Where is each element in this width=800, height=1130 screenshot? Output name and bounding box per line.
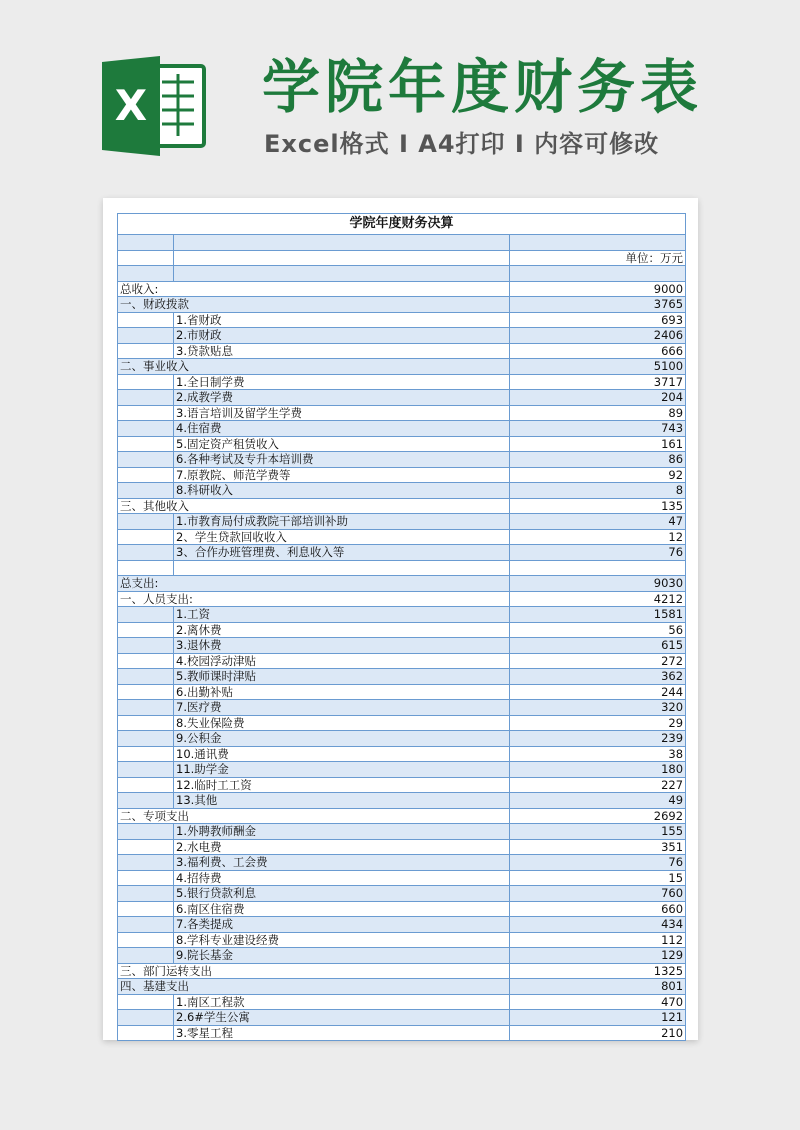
- row-item-label[interactable]: 11.助学金: [174, 762, 510, 778]
- cell[interactable]: [118, 1025, 174, 1041]
- row-value[interactable]: 135: [510, 498, 686, 514]
- row-item-label[interactable]: 8.科研收入: [174, 483, 510, 499]
- table-row: [118, 312, 686, 328]
- cell[interactable]: [118, 343, 174, 359]
- table-row: [118, 514, 686, 530]
- row-item-label[interactable]: 10.通讯费: [174, 746, 510, 762]
- table-row: [118, 901, 686, 917]
- table-row: [118, 839, 686, 855]
- cell[interactable]: [118, 886, 174, 902]
- row-value[interactable]: 227: [510, 777, 686, 793]
- table-title: 学院年度财务决算: [118, 214, 686, 235]
- table-row: [118, 777, 686, 793]
- row-value[interactable]: 204: [510, 390, 686, 406]
- row-value[interactable]: 351: [510, 839, 686, 855]
- table-row: [118, 390, 686, 406]
- row-value[interactable]: 4212: [510, 591, 686, 607]
- cell[interactable]: [118, 762, 174, 778]
- cell[interactable]: [118, 1010, 174, 1026]
- cell[interactable]: [118, 545, 174, 561]
- table-row: [118, 824, 686, 840]
- row-value[interactable]: 112: [510, 932, 686, 948]
- spreadsheet-page: [103, 198, 698, 1040]
- row-value[interactable]: 693: [510, 312, 686, 328]
- row-value[interactable]: 38: [510, 746, 686, 762]
- row-value[interactable]: 660: [510, 901, 686, 917]
- row-value[interactable]: 29: [510, 715, 686, 731]
- row-item-label[interactable]: 2.市财政: [174, 328, 510, 344]
- row-value[interactable]: 743: [510, 421, 686, 437]
- table-row: [118, 808, 686, 824]
- cell[interactable]: [118, 653, 174, 669]
- cell[interactable]: [118, 870, 174, 886]
- cell[interactable]: [118, 560, 174, 576]
- row-value[interactable]: 210: [510, 1025, 686, 1041]
- row-label[interactable]: 一、人员支出:: [118, 591, 510, 607]
- cell[interactable]: [118, 436, 174, 452]
- row-value[interactable]: 161: [510, 436, 686, 452]
- row-value[interactable]: 272: [510, 653, 686, 669]
- row-label[interactable]: 一、财政拨款: [118, 297, 510, 313]
- row-value[interactable]: 760: [510, 886, 686, 902]
- row-value[interactable]: 15: [510, 870, 686, 886]
- row-item-label[interactable]: 9.院长基金: [174, 948, 510, 964]
- table-row: [118, 669, 686, 685]
- row-item-label[interactable]: 1.外聘教师酬金: [174, 824, 510, 840]
- row-item-label[interactable]: 4.住宿费: [174, 421, 510, 437]
- cell[interactable]: [118, 266, 174, 282]
- row-label[interactable]: 二、事业收入: [118, 359, 510, 375]
- table-row: [118, 870, 686, 886]
- row-value[interactable]: 56: [510, 622, 686, 638]
- cell[interactable]: [118, 948, 174, 964]
- row-value[interactable]: 76: [510, 855, 686, 871]
- table-row: [118, 343, 686, 359]
- table-row: [118, 374, 686, 390]
- cell[interactable]: [118, 250, 174, 266]
- row-item-label[interactable]: 6.各种考试及专升本培训费: [174, 452, 510, 468]
- unit-row: [118, 250, 686, 266]
- row-label[interactable]: 三、其他收入: [118, 498, 510, 514]
- table-row: [118, 421, 686, 437]
- cell[interactable]: [118, 839, 174, 855]
- table-row: [118, 622, 686, 638]
- cell[interactable]: [118, 994, 174, 1010]
- row-value[interactable]: 47: [510, 514, 686, 530]
- table-row: [118, 529, 686, 545]
- unit-label[interactable]: 单位：万元: [510, 250, 686, 266]
- cell[interactable]: [174, 250, 510, 266]
- cell[interactable]: [118, 638, 174, 654]
- row-item-label[interactable]: [174, 266, 510, 282]
- table-title-row: [118, 214, 686, 235]
- row-label[interactable]: 二、专项支出: [118, 808, 510, 824]
- row-item-label[interactable]: 3.退休费: [174, 638, 510, 654]
- cell[interactable]: [118, 700, 174, 716]
- cell[interactable]: [118, 777, 174, 793]
- table-row: [118, 638, 686, 654]
- table-row: [118, 762, 686, 778]
- row-value[interactable]: 666: [510, 343, 686, 359]
- cell[interactable]: [118, 607, 174, 623]
- row-item-label[interactable]: 6.南区住宿费: [174, 901, 510, 917]
- table-row: [118, 932, 686, 948]
- row-value[interactable]: 89: [510, 405, 686, 421]
- row-item-label[interactable]: 4.校园浮动津贴: [174, 653, 510, 669]
- row-value[interactable]: 320: [510, 700, 686, 716]
- row-item-label[interactable]: 7.各类提成: [174, 917, 510, 933]
- row-value[interactable]: 2692: [510, 808, 686, 824]
- row-value[interactable]: 362: [510, 669, 686, 685]
- row-value[interactable]: 8: [510, 483, 686, 499]
- row-item-label[interactable]: 1.全日制学费: [174, 374, 510, 390]
- table-row: [118, 715, 686, 731]
- cell[interactable]: [118, 467, 174, 483]
- row-item-label[interactable]: 2.成教学费: [174, 390, 510, 406]
- row-value[interactable]: 1581: [510, 607, 686, 623]
- table-row: [118, 266, 686, 282]
- row-item-label[interactable]: 13.其他: [174, 793, 510, 809]
- row-value[interactable]: 470: [510, 994, 686, 1010]
- cell[interactable]: [118, 917, 174, 933]
- cell[interactable]: [118, 622, 174, 638]
- row-item-label[interactable]: 4.招待费: [174, 870, 510, 886]
- row-item-label[interactable]: 8.学科专业建设经费: [174, 932, 510, 948]
- cell[interactable]: [118, 529, 174, 545]
- cell[interactable]: [510, 235, 686, 251]
- cell[interactable]: [118, 235, 174, 251]
- row-value[interactable]: 9030: [510, 576, 686, 592]
- cell[interactable]: [118, 328, 174, 344]
- table-row: [118, 963, 686, 979]
- cell[interactable]: [118, 421, 174, 437]
- table-row: [118, 1025, 686, 1041]
- row-value[interactable]: 1325: [510, 963, 686, 979]
- table-row: [118, 467, 686, 483]
- cell[interactable]: [118, 669, 174, 685]
- table-row: [118, 653, 686, 669]
- cell[interactable]: [118, 715, 174, 731]
- table-row: [118, 452, 686, 468]
- cell[interactable]: [118, 901, 174, 917]
- row-value[interactable]: 180: [510, 762, 686, 778]
- table-row: [118, 917, 686, 933]
- row-value[interactable]: 3765: [510, 297, 686, 313]
- table-row: [118, 886, 686, 902]
- row-value[interactable]: 49: [510, 793, 686, 809]
- row-item-label[interactable]: 3、合作办班管理费、利息收入等: [174, 545, 510, 561]
- row-label[interactable]: 总支出:: [118, 576, 510, 592]
- row-item-label[interactable]: 12.临时工工资: [174, 777, 510, 793]
- cell[interactable]: [118, 405, 174, 421]
- row-value[interactable]: 2406: [510, 328, 686, 344]
- table-row: [118, 560, 686, 576]
- row-value[interactable]: 239: [510, 731, 686, 747]
- row-item-label[interactable]: 7.医疗费: [174, 700, 510, 716]
- row-label[interactable]: 总收入:: [118, 281, 510, 297]
- table-row: [118, 297, 686, 313]
- cell[interactable]: [118, 312, 174, 328]
- row-value[interactable]: 3717: [510, 374, 686, 390]
- cell[interactable]: [118, 374, 174, 390]
- page-title: 学院年度财务表: [262, 53, 704, 121]
- row-item-label[interactable]: 3.贷款贴息: [174, 343, 510, 359]
- table-row: [118, 405, 686, 421]
- row-value[interactable]: [510, 266, 686, 282]
- row-item-label[interactable]: 2.6#学生公寓: [174, 1010, 510, 1026]
- row-item-label[interactable]: 5.固定资产租赁收入: [174, 436, 510, 452]
- table-row: [118, 793, 686, 809]
- logo-letter: X: [114, 81, 148, 130]
- row-value[interactable]: 129: [510, 948, 686, 964]
- row-value[interactable]: 121: [510, 1010, 686, 1026]
- row-item-label[interactable]: 9.公积金: [174, 731, 510, 747]
- row-item-label[interactable]: 6.出勤补贴: [174, 684, 510, 700]
- row-item-label[interactable]: 2、学生贷款回收收入: [174, 529, 510, 545]
- row-label[interactable]: 三、部门运转支出: [118, 963, 510, 979]
- row-item-label[interactable]: 7.原教院、师范学费等: [174, 467, 510, 483]
- cell[interactable]: [118, 932, 174, 948]
- table-row: [118, 979, 686, 995]
- row-item-label[interactable]: 3.零星工程: [174, 1025, 510, 1041]
- row-label[interactable]: 四、基建支出: [118, 979, 510, 995]
- row-item-label[interactable]: 5.银行贷款利息: [174, 886, 510, 902]
- row-value[interactable]: 86: [510, 452, 686, 468]
- cell[interactable]: [118, 746, 174, 762]
- table-row: [118, 235, 686, 251]
- row-item-label[interactable]: 3.语言培训及留学生学费: [174, 405, 510, 421]
- row-item-label[interactable]: [174, 560, 510, 576]
- table-row: [118, 545, 686, 561]
- row-item-label[interactable]: 1.南区工程款: [174, 994, 510, 1010]
- cell[interactable]: [118, 684, 174, 700]
- row-value[interactable]: 434: [510, 917, 686, 933]
- row-item-label[interactable]: 5.教师课时津贴: [174, 669, 510, 685]
- row-value[interactable]: 801: [510, 979, 686, 995]
- table-row: [118, 684, 686, 700]
- table-row: [118, 700, 686, 716]
- cell[interactable]: [118, 390, 174, 406]
- row-item-label[interactable]: 1.工资: [174, 607, 510, 623]
- cell[interactable]: [118, 793, 174, 809]
- header: [0, 0, 800, 200]
- table-row: [118, 281, 686, 297]
- row-item-label[interactable]: 1.省财政: [174, 312, 510, 328]
- table-row: [118, 483, 686, 499]
- table-row: [118, 731, 686, 747]
- row-item-label[interactable]: 2.离休费: [174, 622, 510, 638]
- excel-logo-icon: [100, 56, 210, 156]
- table-row: [118, 994, 686, 1010]
- table-row: [118, 855, 686, 871]
- cell[interactable]: [118, 855, 174, 871]
- table-row: [118, 436, 686, 452]
- cell[interactable]: [118, 824, 174, 840]
- row-value[interactable]: 92: [510, 467, 686, 483]
- table-row: [118, 1010, 686, 1026]
- table-row: [118, 948, 686, 964]
- table-row: [118, 591, 686, 607]
- finance-table: [117, 213, 686, 1041]
- page-subtitle: Excel格式 Ⅰ A4打印 Ⅰ 内容可修改: [264, 130, 660, 158]
- row-value[interactable]: 9000: [510, 281, 686, 297]
- cell[interactable]: [174, 235, 510, 251]
- cell[interactable]: [118, 483, 174, 499]
- row-item-label[interactable]: 1.市教育局付成教院干部培训补助: [174, 514, 510, 530]
- row-item-label[interactable]: 8.失业保险费: [174, 715, 510, 731]
- row-value[interactable]: 5100: [510, 359, 686, 375]
- table-row: [118, 359, 686, 375]
- table-row: [118, 328, 686, 344]
- row-value[interactable]: 12: [510, 529, 686, 545]
- table-row: [118, 576, 686, 592]
- row-value[interactable]: 155: [510, 824, 686, 840]
- cell[interactable]: [118, 731, 174, 747]
- cell[interactable]: [118, 452, 174, 468]
- row-value[interactable]: [510, 560, 686, 576]
- cell[interactable]: [118, 514, 174, 530]
- row-value[interactable]: 244: [510, 684, 686, 700]
- table-row: [118, 498, 686, 514]
- row-item-label[interactable]: 2.水电费: [174, 839, 510, 855]
- table-row: [118, 607, 686, 623]
- row-item-label[interactable]: 3.福利费、工会费: [174, 855, 510, 871]
- row-value[interactable]: 615: [510, 638, 686, 654]
- row-value[interactable]: 76: [510, 545, 686, 561]
- table-row: [118, 746, 686, 762]
